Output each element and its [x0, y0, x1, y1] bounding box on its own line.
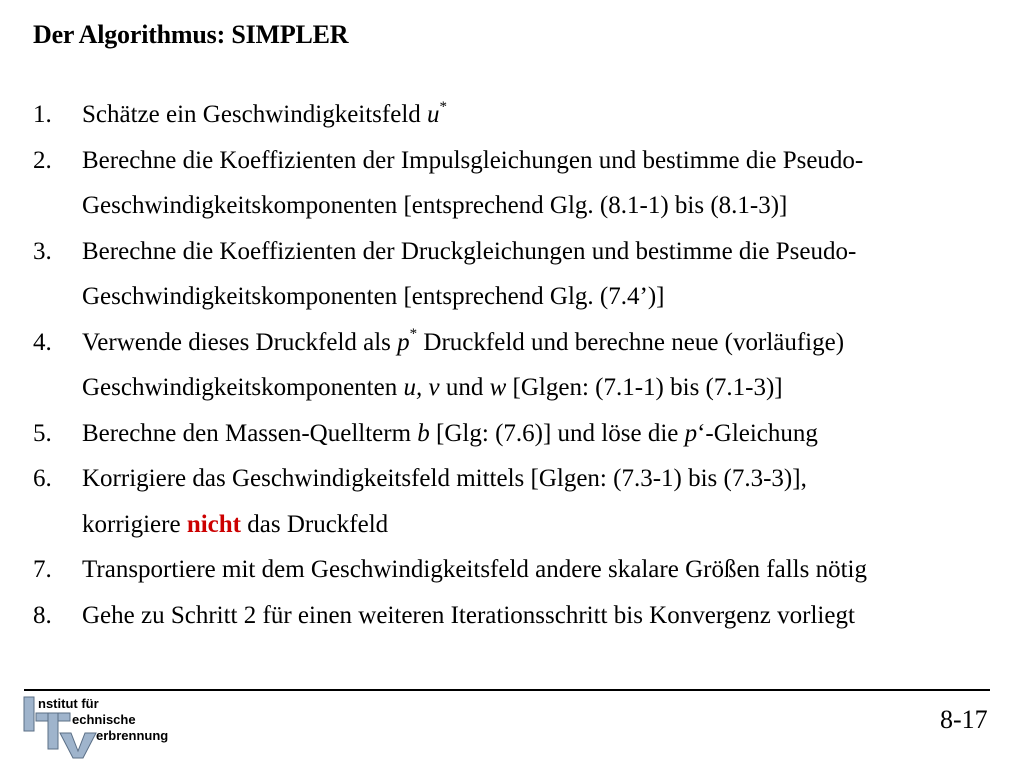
- slide-title: Der Algorithmus: SIMPLER: [33, 20, 349, 49]
- math-variable: u, v: [403, 374, 440, 401]
- step-text-segment: Korrigiere das Geschwindigkeitsfeld mittels [Glgen: (7.3-1) bis (7.3-3)],: [82, 465, 807, 492]
- step-text-segment: und: [439, 374, 490, 401]
- step-number: 4.: [33, 328, 52, 356]
- step-item: [33, 593, 1008, 639]
- step-number: 2.: [33, 146, 52, 174]
- step-line: [82, 229, 1008, 275]
- step-line: [82, 365, 1008, 411]
- step-text-segment: [Glg: (7.6)] und löse die: [429, 419, 685, 447]
- step-line: [82, 411, 1008, 457]
- step-text: [82, 593, 1008, 639]
- step-text-segment: Geschwindigkeitskomponenten: [82, 374, 404, 401]
- step-text: [82, 320, 1008, 411]
- math-variable: p: [684, 419, 698, 447]
- math-variable: u: [427, 101, 440, 128]
- step-text-segment: Gehe zu Schritt 2 für einen weiteren Iterationsschritt bis Konvergenz vorliegt: [82, 601, 855, 629]
- step-text-segment: Verwende dieses Druckfeld als: [82, 328, 398, 356]
- steps-list: [33, 92, 1008, 638]
- step-text-segment: Berechne die Koeffizienten der Druckgleichungen und bestimme die Pseudo-: [82, 237, 857, 265]
- step-item: [33, 411, 1008, 457]
- step-number: 6.: [33, 465, 52, 492]
- step-text-segment: das Druckfeld: [241, 510, 389, 538]
- step-text-segment: korrigiere: [82, 510, 187, 538]
- step-line: [82, 183, 1008, 229]
- step-text: [82, 229, 1008, 320]
- step-text: [82, 138, 1008, 229]
- logo-line-3: erbrennung: [96, 728, 169, 743]
- step-text: [82, 411, 1008, 457]
- step-line: [82, 138, 1008, 184]
- step-text-segment: Geschwindigkeitskomponenten [entsprechend Glg. (8.1-1) bis (8.1-3)]: [82, 192, 788, 219]
- step-item: [33, 456, 1008, 547]
- step-text-segment: Schätze ein Geschwindigkeitsfeld: [82, 101, 428, 128]
- step-line: [82, 92, 1008, 138]
- step-line: [82, 274, 1008, 320]
- step-line: [82, 547, 1008, 593]
- logo-line-2: echnische: [72, 712, 136, 727]
- step-text-segment: [Glgen: (7.1-1) bis (7.1-3)]: [506, 374, 783, 401]
- step-number: 8.: [33, 601, 52, 629]
- step-text-segment: Druckfeld und berechne neue (vorläufige): [417, 328, 845, 356]
- math-variable: b: [417, 419, 430, 447]
- logo-line-1: nstitut für: [38, 696, 99, 711]
- step-text: [82, 456, 1008, 547]
- itv-logo: [22, 693, 192, 759]
- superscript-mark: *: [409, 326, 418, 343]
- step-text: [82, 92, 1008, 138]
- page-number: 8-17: [940, 705, 988, 734]
- step-number: 1.: [33, 101, 52, 128]
- step-item: [33, 547, 1008, 593]
- step-number: 7.: [33, 556, 52, 583]
- highlight-text: nicht: [186, 510, 241, 538]
- step-item: [33, 92, 1008, 138]
- step-line: [82, 593, 1008, 639]
- math-variable: w: [489, 374, 507, 401]
- step-text-segment: Berechne den Massen-Quellterm: [82, 419, 418, 447]
- step-text: [82, 547, 1008, 593]
- step-item: [33, 229, 1008, 320]
- footer-rule: [24, 689, 990, 691]
- step-line: [82, 502, 1008, 548]
- step-number: 3.: [33, 237, 52, 265]
- step-line: [82, 456, 1008, 502]
- step-line: [82, 320, 1008, 366]
- step-item: [33, 138, 1008, 229]
- step-text-segment: ‘-Gleichung: [697, 419, 818, 447]
- math-variable: p: [397, 328, 410, 356]
- superscript-mark: *: [439, 98, 448, 115]
- step-text-segment: Transportiere mit dem Geschwindigkeitsfeld andere skalare Größen falls nötig: [82, 556, 867, 583]
- step-text-segment: Geschwindigkeitskomponenten [entsprechend Glg. (7.4’)]: [82, 283, 665, 310]
- step-text-segment: Berechne die Koeffizienten der Impulsgleichungen und bestimme die Pseudo-: [82, 146, 864, 174]
- step-item: [33, 320, 1008, 411]
- step-number: 5.: [33, 419, 52, 447]
